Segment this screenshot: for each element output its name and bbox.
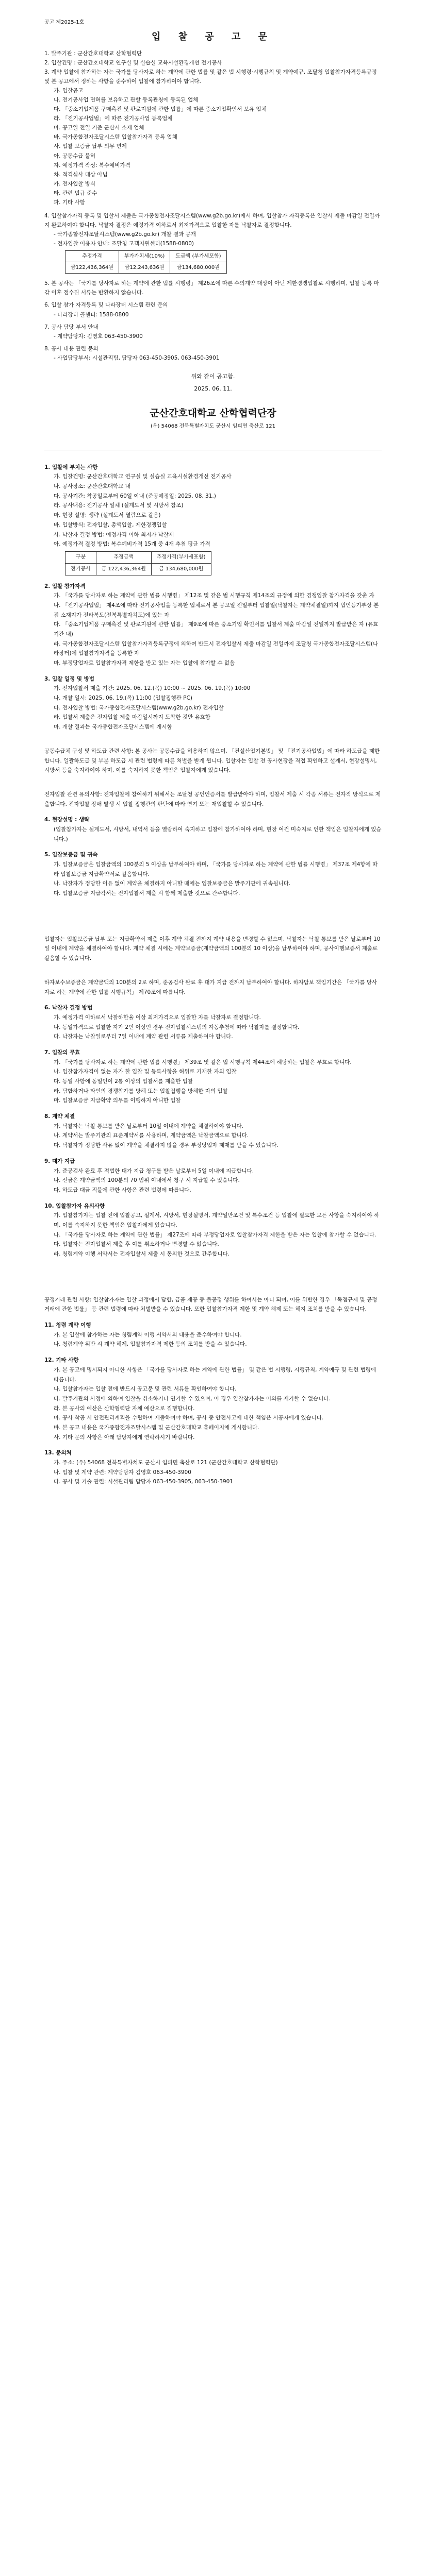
summary-sub-item: 타. 관련 법규 준수	[54, 190, 97, 196]
table-header: 추정가격	[65, 250, 119, 262]
section-note: 입찰자는 입찰보증금 납부 또는 지급확약서 제출 이후 계약 체결 전까지 계약 내용을 변경할 수 없으며, 낙찰자는 낙찰 통보를 받은 날로부터 10일 이내에 계약을 체결하여야 합니다. 계약 체결 시에는 계약보증금(계약금액의 100분의 10 이상)을 납부하여야 하며, 공사이행보증서 제출로 갈음할 수 있습니다.	[44, 936, 381, 962]
section-heading: 13. 문의처	[44, 1450, 72, 1456]
table-header: 도급액 (부가세포함)	[170, 250, 226, 262]
detail-item: 다. 공사 및 기술 관련: 시설관리팀 담당자 063-450-3905, 063-450-3901	[54, 1479, 233, 1485]
section-heading: 7. 입찰의 무효	[44, 1049, 80, 1056]
detail-item: 마. 입찰보증금 지급확약 의무를 이행하지 아니한 입찰	[54, 1097, 181, 1104]
table-row	[65, 563, 211, 575]
section-heading: 5. 입찰보증금 및 귀속	[44, 852, 98, 858]
section-heading: 4. 현장설명 : 생략	[44, 817, 90, 823]
section-heading: 1. 입찰에 부치는 사항	[44, 464, 98, 470]
detail-item: 나. 입찰참가자는 입찰 전에 반드시 공고문 및 관련 서류를 확인하여야 합니다.	[54, 1386, 237, 1393]
section-heading: 12. 기타 사항	[44, 1357, 79, 1364]
summary-sub-item: 마. 공고일 전일 기준 군산시 소재 업체	[54, 125, 144, 131]
table-row	[65, 262, 227, 274]
detail-item: (입찰참가자는 설계도서, 시방서, 내역서 등을 열람하여 숙지하고 입찰에 참가하여야 하며, 현장 여건 미숙지로 인한 책임은 입찰자에게 있습니다.)	[54, 826, 382, 842]
detail-item: 가. 「국가를 당사자로 하는 계약에 관한 법률 시행령」 제39조 및 같은 법 시행규칙 제44조에 해당하는 입찰은 무효로 합니다.	[54, 1059, 352, 1065]
detail-item: 다. 발주기관의 사정에 의하여 입찰을 취소하거나 연기할 수 있으며, 이 경우 입찰참가자는 이의를 제기할 수 없습니다.	[54, 1395, 331, 1402]
summary-sub-item: 바. 국가종합전자조달시스템 입찰참가자격 등록 업체	[54, 134, 177, 141]
table-cell: 금 134,680,000원	[151, 563, 211, 575]
summary-sub-item: - 나라장터 콜센터: 1588-0800	[54, 311, 129, 318]
table-cell: 전기공사	[65, 563, 96, 575]
section-note: 공정거래 관련 사항: 입찰참가자는 입찰 과정에서 담합, 금품 제공 등 불공정 행위를 하여서는 아니 되며, 이를 위반한 경우 「독점규제 및 공정거래에 관한 법률」 등 관련 법령에 따라 처벌받을 수 있습니다. 또한 입찰참가자격 제한 및 계약 해제 또는 해지 조치를 받을 수 있습니다.	[44, 1296, 378, 1313]
detail-item: 나. 「국가를 당사자로 하는 계약에 관한 법률」 제27조에 따라 부정당업자로 입찰참가자격 제한을 받은 자는 입찰에 참가할 수 없습니다.	[54, 1231, 376, 1238]
detail-item: 가. 입찰참가자는 입찰 전에 입찰공고, 설계서, 시방서, 현장설명서, 계약일반조건 및 특수조건 등 입찰에 필요한 모든 사항을 숙지하여야 하며, 이를 숙지하지 못한 책임은 입찰자에게 있습니다.	[54, 1212, 380, 1228]
notice-date: 2025. 06. 11.	[194, 385, 232, 392]
table-header: 구분	[65, 551, 96, 563]
detail-item: 가. 준공검사 완료 후 적법한 대가 지급 청구를 받은 날로부터 5일 이내에 지급합니다.	[54, 1167, 254, 1174]
summary-item-1: 1. 발주기관 : 군산간호대학교 산학협력단	[44, 50, 142, 57]
summary-item-5: 5. 본 공사는 「국가를 당사자로 하는 계약에 관한 법률 시행령」 제26조에 따른 수의계약 대상이 아닌 제한경쟁입찰로 시행하며, 입찰 등록 마감 이후 접수된 서류는 반환하지 않습니다.	[44, 280, 379, 296]
notice-number: 공고 제2025-1호	[44, 20, 85, 25]
detail-item: 마. 개찰 결과는 국가종합전자조달시스템에 게시함	[54, 724, 172, 731]
section-heading: 3. 입찰 일정 및 방법	[44, 675, 94, 682]
notice-statement: 위와 같이 공고함.	[191, 372, 235, 380]
summary-sub-item: 라. 「전기공사업법」에 따른 전기공사업 등록업체	[54, 115, 173, 122]
summary-sub-item: 가. 입찰공고	[54, 88, 84, 94]
table-header: 부가가치세(10%)	[119, 250, 170, 262]
detail-item: 다. 낙찰자는 낙찰일로부터 7일 이내에 계약 관련 서류를 제출하여야 합니다.	[54, 1033, 233, 1040]
detail-item: 가. 입찰건명: 군산간호대학교 연구실 및 실습실 교육시설환경개선 전기공사	[54, 473, 232, 480]
summary-item-4: 4. 입찰참가자격 등록 및 입찰서 제출은 국가종합전자조달시스템(www.g2b.go.kr)에서 하며, 입찰참가 자격등록은 입찰서 제출 마감일 전일까지 완료하여야 합니다. 낙찰자 결정은 예정가격 이하로서 최저가격으로 입찰한 자를 낙찰자로 결정합니다.	[44, 212, 380, 228]
section-heading: 9. 대가 지급	[44, 1158, 75, 1164]
detail-item: 나. 「전기공사업법」 제4조에 따라 전기공사업을 등록한 업체로서 본 공고일 전일부터 입찰일(낙찰자는 계약체결일)까지 법인등기부상 본점 소재지가 전라북도(전북특별자치도)에 있는 자	[54, 602, 379, 618]
detail-item: 바. 본 공고 내용은 국가종합전자조달시스템 및 군산간호대학교 홈페이지에 게시합니다.	[54, 1424, 259, 1431]
section-heading: 8. 계약 체결	[44, 1113, 75, 1120]
summary-sub-item: - 계약담당자: 김영호 063-450-3900	[54, 333, 143, 340]
detail-item: 마. 부정당업자로 입찰참가자격 제한을 받고 있는 자는 입찰에 참가할 수 없음	[54, 660, 235, 667]
detail-item: 다. 입찰보증금 지급각서는 전자입찰서 제출 시 함께 제출한 것으로 간주합니다.	[54, 890, 240, 897]
table-cell: 금12,243,636원	[119, 262, 170, 274]
summary-sub-item: 차. 적격심사 대상 아님	[54, 171, 108, 178]
summary-block	[44, 49, 382, 363]
detail-item: 다. 전자입찰 방법: 국가종합전자조달시스템(www.g2b.go.kr) 전자입찰	[54, 704, 224, 711]
detail-item: 라. 입찰서 제출은 전자입찰 제출 마감일시까지 도착한 것만 유효함	[54, 714, 210, 721]
table-header: 추정가격(부가세포함)	[151, 551, 211, 563]
summary-item-6: 6. 입찰 참가 자격등록 및 나라장터 시스템 관련 문의	[44, 302, 168, 309]
detail-item: 마. 현장 설명: 생략 (설계도서 열람으로 갈음)	[54, 512, 161, 519]
detail-item: 나. 선금은 계약금액의 100분의 70 범위 이내에서 청구 시 지급할 수 있습니다.	[54, 1177, 240, 1184]
section-note: 공동수급체 구성 및 하도급 관련 사항: 본 공사는 공동수급을 허용하지 않으며, 「건설산업기본법」 및 「전기공사업법」에 따라 하도급을 제한합니다. 일괄하도급 및 부분 하도급 시 관련 법령에 따른 처벌을 받게 됩니다. 입찰자는 입찰 전 공사현장을 직접 확인하고 설계서, 현장설명서, 시방서 등을 숙지하여야 하며, 이를 숙지하지 못한 책임은 입찰자에게 있습니다.	[44, 748, 380, 774]
detail-item: 나. 공사장소: 군산간호대학교 내	[54, 483, 130, 490]
detail-item: 가. 예정가격 이하로서 낙찰하한율 이상 최저가격으로 입찰한 자를 낙찰자로 결정합니다.	[54, 1014, 261, 1021]
summary-sub-item: - 국가종합전자조달시스템(www.g2b.go.kr) 개찰 결과 공개	[54, 231, 196, 238]
detail-item: 가. 주소: (우) 54068 전북특별자치도 군산시 임피면 축산로 121 (군산간호대학교 산학협력단)	[54, 1460, 278, 1466]
detail-item: 가. 본 입찰에 참가하는 자는 청렴계약 이행 서약서의 내용을 준수하여야 합니다.	[54, 1331, 242, 1338]
detail-item: 라. 청렴계약 이행 서약서는 전자입찰서 제출 시 동의한 것으로 간주합니다.	[54, 1251, 230, 1258]
detail-item: 라. 본 공사의 예산은 산학협력단 자체 예산으로 집행합니다.	[54, 1405, 195, 1412]
detail-item: 사. 기타 문의 사항은 아래 담당자에게 연락하시기 바랍니다.	[54, 1434, 195, 1440]
summary-sub-item: 다. 「중소기업제품 구매촉진 및 판로지원에 관한 법률」에 따른 중소기업확인서 보유 업체	[54, 106, 267, 113]
detail-item: 마. 공사 착공 시 안전관리계획을 수립하여 제출하여야 하며, 공사 중 안전사고에 대한 책임은 시공자에게 있습니다.	[54, 1415, 324, 1421]
detail-item: 나. 입찰 및 계약 관련: 계약담당자 김영호 063-450-3900	[54, 1469, 191, 1476]
section-heading: 2. 입찰 참가자격	[44, 583, 86, 589]
detail-item: 아. 예정가격 결정 방법: 복수예비가격 15개 중 4개 추첨 평균 가격	[54, 541, 210, 548]
table-cell: 금 122,436,364원	[96, 563, 151, 575]
section-heading: 11. 청렴 계약 이행	[44, 1322, 91, 1329]
issuing-organization: 군산간호대학교 산학협력단장	[150, 407, 276, 419]
detail-item: 사. 낙찰자 결정 방법: 예정가격 이하 최저가 낙찰제	[54, 531, 174, 538]
summary-sub-item: - 전자입찰 이용자 안내: 조달청 고객지원센터(1588-0800)	[54, 240, 194, 247]
detail-item: 다. 「중소기업제품 구매촉진 및 판로지원에 관한 법률」 제9조에 따른 중소기업 확인서를 입찰서 제출 마감일 전일까지 발급받은 자 (유효기간 내)	[54, 621, 379, 637]
summary-sub-item: 카. 전자입찰 방식	[54, 180, 96, 187]
detail-item: 나. 개찰 일시: 2025. 06. 19.(목) 11:00 (입찰집행관 PC)	[54, 695, 192, 702]
summary-item-7: 7. 공사 담당 부서 안내	[44, 324, 99, 330]
detail-item: 가. 낙찰자는 낙찰 통보를 받은 날로부터 10일 이내에 계약을 체결하여야 합니다.	[54, 1123, 243, 1129]
page-title: 입 찰 공 고 문	[151, 31, 274, 42]
detail-item: 나. 입찰참가자격이 없는 자가 한 입찰 및 등록사항을 허위로 기재한 자의 입찰	[54, 1069, 237, 1075]
table-header: 추정금액	[96, 551, 151, 563]
summary-sub-item: 자. 예정가격 작성: 복수예비가격	[54, 162, 130, 168]
detail-item: 다. 입찰자는 전자입찰서 제출 후 이를 취소하거나 변경할 수 없습니다.	[54, 1241, 219, 1248]
detail-item: 나. 동일가격으로 입찰한 자가 2인 이상인 경우 전자입찰시스템의 자동추첨에 따라 낙찰자를 결정합니다.	[54, 1024, 300, 1030]
detail-item: 라. 국가종합전자조달시스템 입찰참가자격등록규정에 의하여 반드시 전자입찰서 제출 마감일 전일까지 조달청 국가종합전자조달시스템(나라장터)에 입찰참가자격을 등록한 자	[54, 640, 379, 657]
section-heading: 6. 낙찰자 결정 방법	[44, 1005, 93, 1011]
detail-item: 라. 공사내용: 전기공사 일체 (설계도서 및 시방서 참조)	[54, 502, 184, 509]
detail-item: 바. 입찰방식: 전자입찰, 총액입찰, 제한경쟁입찰	[54, 521, 167, 528]
summary-sub-item: - 사업담당부서: 시설관리팀, 담당자 063-450-3905, 063-450-3901	[54, 354, 220, 361]
summary-sub-item: 나. 전기공사업 면허를 보유하고 관할 등록관청에 등록된 업체	[54, 97, 199, 104]
summary-item-3: 3. 계약 입찰에 참가하는 자는 국가를 당사자로 하는 계약에 관한 법률 및 같은 법 시행령·시행규칙 및 계약예규, 조달청 입찰참가자격등록규정 및 본 공고에서 정하는 사항을 준수하여 입찰에 참가하여야 합니다.	[44, 69, 377, 85]
summary-item-2: 2. 입찰건명 : 군산간호대학교 연구실 및 실습실 교육시설환경개선 전기공사	[44, 60, 222, 66]
detail-item: 다. 낙찰자가 정당한 사유 없이 계약을 체결하지 않을 경우 부정당업자 제재를 받을 수 있습니다.	[54, 1142, 278, 1149]
summary-sub-item: 아. 공동수급 불허	[54, 152, 96, 159]
summary-sub-item: 사. 입찰 보증금 납부 의무 면제	[54, 143, 127, 150]
summary-item-8: 8. 공사 내용 관련 문의	[44, 345, 99, 352]
estimate-table	[65, 551, 211, 575]
detail-item: 라. 담합하거나 타인의 경쟁참가를 방해 또는 입찰집행을 방해한 자의 입찰	[54, 1088, 228, 1094]
detail-item: 나. 계약서는 발주기관의 표준계약서를 사용하며, 계약금액은 낙찰금액으로 합니다.	[54, 1132, 249, 1139]
section-heading: 10. 입찰참가자 유의사항	[44, 1202, 105, 1209]
detail-item: 가. 전자입찰서 제출 기간: 2025. 06. 12.(목) 10:00 ~ 2025. 06. 19.(목) 10:00	[54, 685, 251, 692]
detail-item: 다. 동일 사항에 동일인이 2통 이상의 입찰서를 제출한 입찰	[54, 1078, 193, 1085]
detail-item: 다. 하도급 대금 직불에 관한 사항은 관련 법령에 따릅니다.	[54, 1187, 191, 1193]
detail-item: 가. 입찰보증금은 입찰금액의 100분의 5 이상을 납부하여야 하며, 「국가를 당사자로 하는 계약에 관한 법률 시행령」 제37조 제4항에 따라 입찰보증금 지급확약서로 갈음합니다.	[54, 861, 378, 877]
detail-item: 나. 낙찰자가 정당한 이유 없이 계약을 체결하지 아니할 때에는 입찰보증금은 발주기관에 귀속됩니다.	[54, 880, 291, 887]
detail-section	[44, 463, 382, 1487]
section-note: 전자입찰 관련 유의사항: 전자입찰에 참여하기 위해서는 조달청 공인인증서를 발급받아야 하며, 입찰서 제출 시 각종 서류는 전자적 방식으로 제출합니다. 전자입찰 장애 발생 시 입찰 집행관의 판단에 따라 연기 또는 재입찰할 수 있습니다.	[44, 791, 381, 807]
summary-sub-item: 파. 기타 사항	[54, 199, 85, 206]
detail-item: 가. 본 공고에 명시되지 아니한 사항은 「국가를 당사자로 하는 계약에 관한 법률」 및 같은 법 시행령, 시행규칙, 계약예규 및 관련 법령에 따릅니다.	[54, 1366, 376, 1383]
section-note: 하자보수보증금은 계약금액의 100분의 2로 하며, 준공검사 완료 후 대가 지급 전까지 납부하여야 합니다. 하자담보 책임기간은 「국가를 당사자로 하는 계약에 관한 법률 시행규칙」 제70조에 따릅니다.	[44, 979, 378, 995]
organization-address: (우) 54068 전북특별자치도 군산시 임피면 축산로 121	[151, 423, 275, 429]
table-cell: 금134,680,000원	[170, 262, 226, 274]
detail-item: 다. 공사기간: 착공일로부터 60일 이내 (준공예정일: 2025. 08. 31.)	[54, 493, 216, 499]
table-cell: 금122,436,364원	[65, 262, 119, 274]
detail-item: 가. 「국가를 당사자로 하는 계약에 관한 법률 시행령」 제12조 및 같은 법 시행규칙 제14조의 규정에 의한 경쟁입찰 참가자격을 갖춘 자	[54, 592, 374, 599]
detail-item: 나. 청렴계약 위반 시 계약 해제, 입찰참가자격 제한 등의 조치를 받을 수 있습니다.	[54, 1341, 247, 1348]
price-table	[65, 250, 227, 274]
